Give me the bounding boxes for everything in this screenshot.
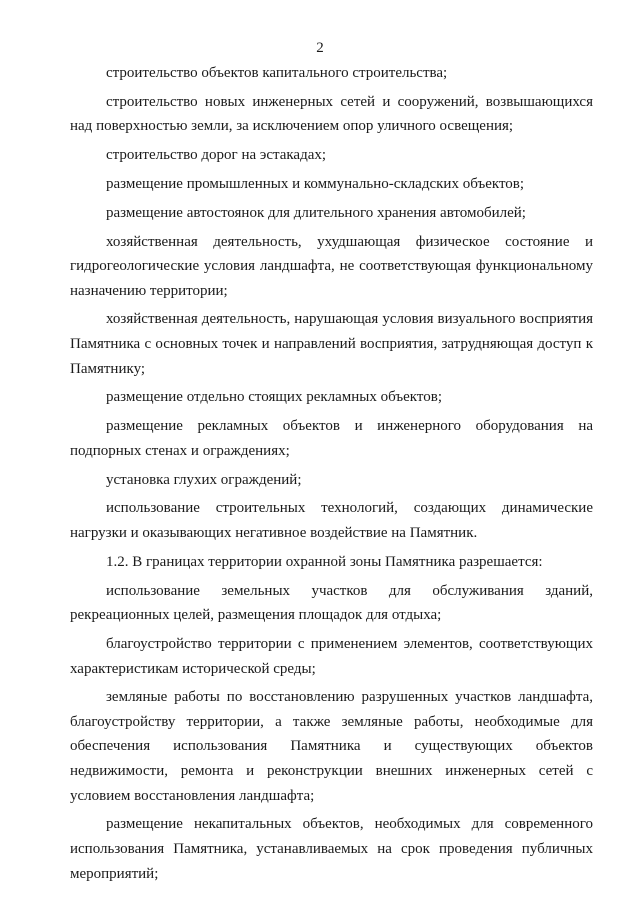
paragraph-permitted-land-use: использование земельных участков для обслуживания зданий, рекреационных целей, размещения площадок для отдыха; (70, 582, 593, 624)
paragraph-permitted-earthworks: земляные работы по восстановлению разрушенных участков ландшафта, благоустройству территории, а также земляные работы, необходимые для обеспечения использования Памятника и существующих объектов недвижимости, ремонта и реконструкции внешних инженерных сетей с условием восстановления ландшафта; (70, 689, 593, 804)
paragraph-prohibited-overpass-roads: строительство дорог на эстакадах; (106, 147, 327, 164)
paragraph-prohibited-parking: размещение автостоянок для длительного хранения автомобилей; (106, 204, 526, 221)
paragraph-prohibited-dynamic-loads: использование строительных технологий, создающих динамические нагрузки и оказывающих негативное воздействие на Памятник. (70, 500, 593, 541)
paragraph-prohibited-solid-fences: установка глухих ограждений; (106, 471, 302, 488)
document-body (70, 61, 593, 886)
paragraph-prohibited-visual-perception: хозяйственная деятельность, нарушающая условия визуального восприятия Памятника с основных точек и направлений восприятия, затрудняющая доступ к Памятнику; (70, 311, 593, 377)
paragraph-prohibited-engineering-networks: строительство новых инженерных сетей и сооружений, возвышающихся над поверхностью земли, за исключением опор уличного освещения; (70, 93, 593, 135)
paragraph-prohibited-standalone-ads: размещение отдельно стоящих рекламных объектов; (106, 389, 443, 406)
paragraph-prohibited-capital-construction: строительство объектов капитального строительства; (106, 65, 448, 81)
section-heading-permitted: 1.2. В границах территории охранной зоны Памятника разрешается: (106, 553, 543, 570)
paragraph-prohibited-landscape-activity: хозяйственная деятельность, ухудшающая физическое состояние и гидрогеологические условия ландшафта, не соответствующая функциональному назначению территории; (70, 233, 593, 299)
paragraph-prohibited-industrial-objects: размещение промышленных и коммунально-складских объектов; (106, 175, 525, 192)
paragraph-prohibited-wall-ads: размещение рекламных объектов и инженерного оборудования на подпорных стенах и ограждениях; (70, 418, 593, 459)
paragraph-permitted-landscaping: благоустройство территории с применением элементов, соответствующих характеристикам исторической среды; (70, 635, 593, 677)
page-number: 2 (316, 40, 324, 56)
paragraph-permitted-temporary-objects: размещение некапитальных объектов, необходимых для современного использования Памятника, устанавливаемых на срок проведения публичных мероприятий; (70, 816, 593, 882)
